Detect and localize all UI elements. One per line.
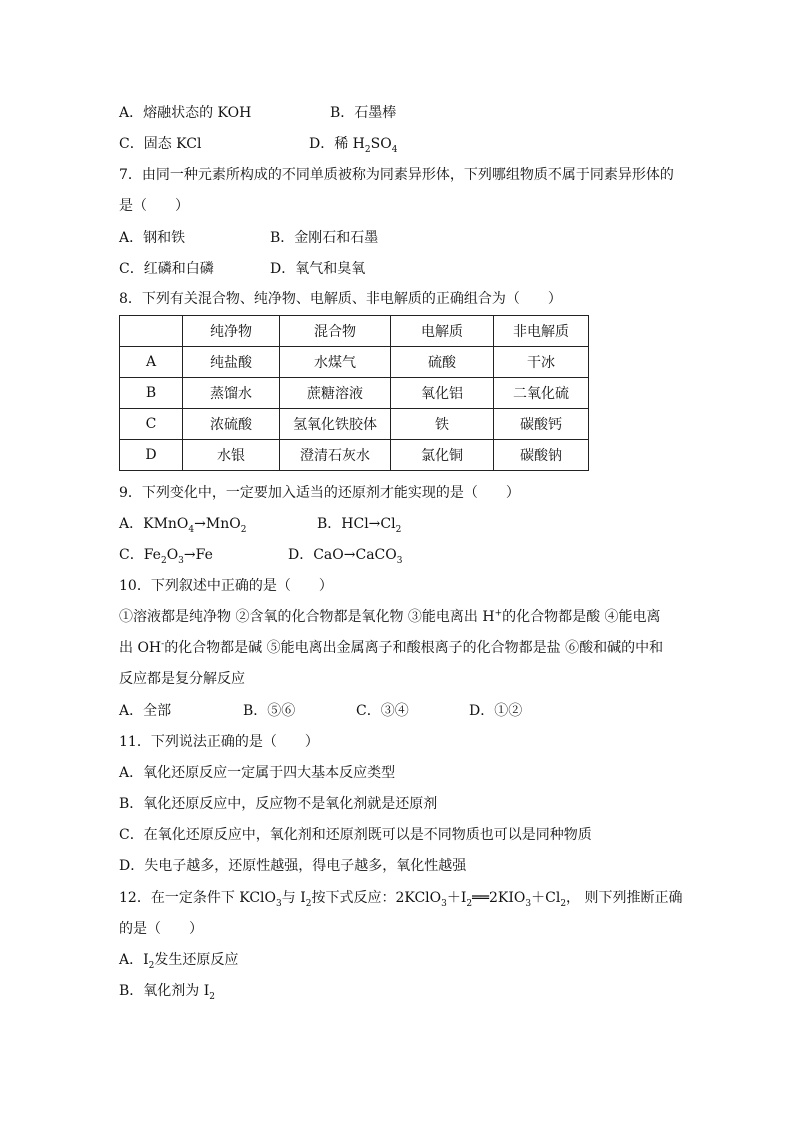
q10-option-a: A．全部 [119,703,172,719]
table-cell: B [120,378,183,409]
q11-stem: 11．下列说法正确的是（ ） [119,734,319,750]
table-header-cell [120,316,183,347]
table-cell: 水煤气 [280,347,391,378]
table-cell: 浓硫酸 [183,409,280,440]
q12-stem-line2: 的是（ ） [119,921,203,937]
table-cell: 蒸馏水 [183,378,280,409]
table-cell: 二氧化硫 [494,378,589,409]
q7-stem-line2: 是（ ） [119,198,189,214]
q10-statements-line2: 出 OH-的化合物都是碱 ⑤能电离出金属离子和酸根离子的化合物都是盐 ⑥酸和碱的中和 [119,639,664,656]
table-row [120,347,589,378]
q6-option-row-1 [119,103,251,123]
q8-table [119,315,589,471]
q11-option-b: B．氧化还原反应中，反应物不是氧化剂就是还原剂 [119,796,438,812]
q6-option-a: A．熔融状态的 KOH [119,105,252,121]
table-cell: D [120,440,183,471]
q9-option-a: A．KMnO$_4$→MnO$_2$ [119,516,247,535]
table-cell: 氯化铜 [391,440,494,471]
table-header-cell: 电解质 [391,316,494,347]
q10-statements-line1: ①溶液都是纯净物 ②含氧的化合物都是氧化物 ③能电离出 H+的化合物都是酸 ④能电离 [119,608,661,625]
table-cell: 碳酸钠 [494,440,589,471]
q9-option-b: B．$HCl\to Cl_2$ [317,516,402,535]
table-cell: 纯盐酸 [183,347,280,378]
q11-option-d: D．失电子越多，还原性越强，得电子越多，氧化性越强 [119,858,467,874]
q9-option-d: D．CaO→CaCO$_3$ [288,547,403,566]
q11-option-c: C．在氧化还原反应中，氧化剂和还原剂既可以是不同物质也可以是同种物质 [119,827,592,843]
table-cell: 硫酸 [391,347,494,378]
q6-option-d: D．稀 $H_2SO_4$ [309,136,398,155]
table-cell: 氧化铝 [391,378,494,409]
q9-stem: 9．下列变化中，一定要加入适当的还原剂才能实现的是（ ） [119,485,520,501]
q10-option-d: D．①② [469,703,523,719]
q8-stem: 8．下列有关混合物、纯净物、电解质、非电解质的正确组合为（ ） [119,291,562,307]
q10-option-b: B．⑤⑥ [243,703,296,719]
q7-option-c: C．红磷和白磷 [119,261,214,277]
q6-option-b: B．石墨棒 [330,105,397,121]
q7-stem-line1: 7．由同一种元素所构成的不同单质被称为同素异形体，下列哪组物质不属于同素异形体的 [119,167,674,183]
table-row [120,378,589,409]
q12-option-a: A．$I_2$发生还原反应 [119,952,239,971]
q7-option-a: A．钢和铁 [119,230,186,246]
q12-option-b: B．氧化剂为 $I_2$ [119,983,216,1002]
table-cell: 碳酸钙 [494,409,589,440]
table-cell: A [120,347,183,378]
table-header-cell: 非电解质 [494,316,589,347]
q10-statements-line3: 反应都是复分解反应 [119,671,245,687]
q9-option-c: C．$Fe_2O_3\to Fe$ [119,547,213,566]
q12-stem-line1: 12．在一定条件下 KClO$_3$与 $I_2$按下式反应：$2KClO_3+I_2══2KIO_3+Cl_2$， 则下列推断正确 [119,890,683,909]
q7-option-d: D．氧气和臭氧 [270,261,366,277]
q6-option-c: C．固态 KCl [119,136,202,152]
q7-option-b: B．金刚石和石墨 [270,230,379,246]
table-header-cell: 混合物 [280,316,391,347]
table-header-cell: 纯净物 [183,316,280,347]
q10-stem: 10．下列叙述中正确的是（ ） [119,578,333,594]
table-cell: 蔗糖溶液 [280,378,391,409]
table-row [120,440,589,471]
table-cell: 氢氧化铁胶体 [280,409,391,440]
table-cell: 铁 [391,409,494,440]
table-row [120,409,589,440]
table-cell: C [120,409,183,440]
table-header-row [120,316,589,347]
table-cell: 干冰 [494,347,589,378]
table-cell: 澄清石灰水 [280,440,391,471]
table-cell: 水银 [183,440,280,471]
q11-option-a: A．氧化还原反应一定属于四大基本反应类型 [119,765,396,781]
q10-option-c: C．③④ [356,703,409,719]
